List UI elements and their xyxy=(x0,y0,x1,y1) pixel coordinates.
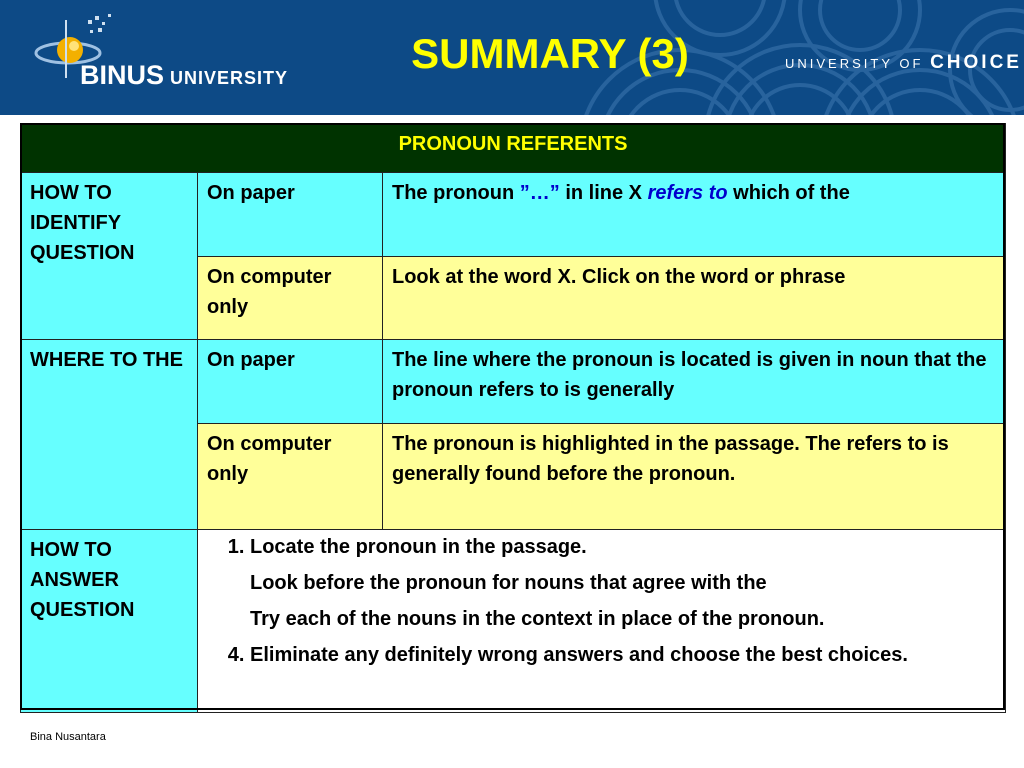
logo-sub: UNIVERSITY xyxy=(170,68,289,88)
section-label: WHERE TO THE xyxy=(21,340,198,530)
table-row xyxy=(21,173,1006,257)
pronoun-quote: ”…” xyxy=(519,182,560,204)
medium-cell: On paper xyxy=(198,340,383,424)
table-row xyxy=(21,340,1006,424)
logo-brand: BINUS xyxy=(80,60,165,90)
table-heading-row xyxy=(21,124,1006,173)
content-cell xyxy=(383,173,1006,257)
slide-header xyxy=(0,0,1024,115)
content-text: in line X xyxy=(559,182,648,204)
tagline-word: CHOICE xyxy=(930,52,1022,73)
steps-cell xyxy=(198,530,1006,713)
content-cell: Look at the word X. Click on the word or phrase xyxy=(383,257,1006,340)
list-item: 2. Look before the pronoun for nouns that agree with the xyxy=(250,570,996,596)
refers-to-emphasis: refers to xyxy=(647,182,728,204)
list-item: 1. Locate the pronoun in the passage. xyxy=(250,534,996,560)
footer-text: Bina Nusantara xyxy=(30,731,106,743)
content-text: The pronoun xyxy=(392,182,520,204)
tagline xyxy=(785,52,1022,74)
logo-wordmark xyxy=(80,60,288,91)
tagline-prefix: UNIVERSITY OF xyxy=(785,56,924,71)
pronoun-referents-table xyxy=(20,123,1006,713)
medium-cell: On paper xyxy=(198,173,383,257)
section-label: HOW TO ANSWER QUESTION xyxy=(21,530,198,713)
content-text: which of the xyxy=(727,182,850,204)
section-label: HOW TO IDENTIFY QUESTION xyxy=(21,173,198,340)
medium-cell: On computer only xyxy=(198,424,383,530)
table-row xyxy=(21,530,1006,713)
list-item: 3. Try each of the nouns in the context in place of the pronoun. xyxy=(250,606,996,632)
list-item: 4. Eliminate any definitely wrong answers and choose the best choices. xyxy=(250,642,996,668)
content-cell: The line where the pronoun is located is given in noun that the pronoun refers to is generally xyxy=(383,340,1006,424)
medium-cell: On computer only xyxy=(198,257,383,340)
content-cell: The pronoun is highlighted in the passage. The refers to is generally found before the pronoun. xyxy=(383,424,1006,530)
table-heading: PRONOUN REFERENTS xyxy=(21,124,1006,173)
page-title: SUMMARY (3) xyxy=(411,30,689,77)
answer-steps-list xyxy=(208,534,996,668)
